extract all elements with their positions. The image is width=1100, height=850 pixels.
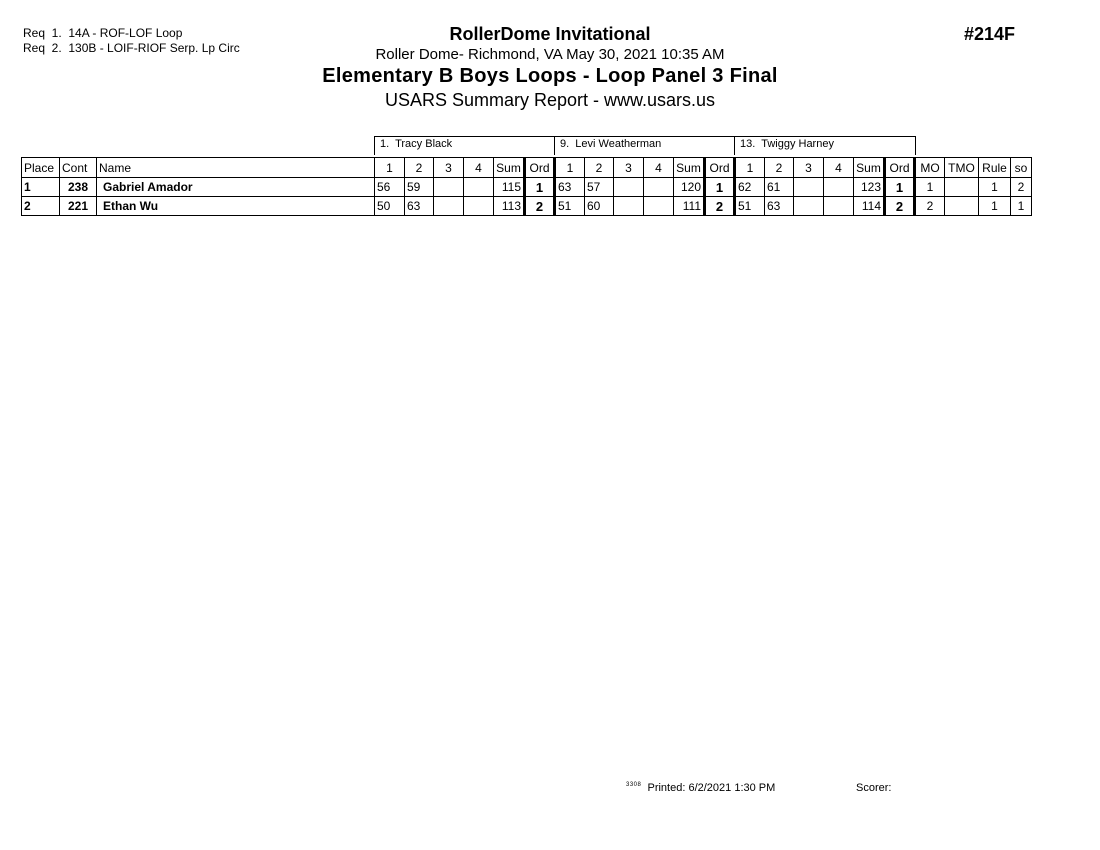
scorer-label: Scorer: — [856, 782, 892, 794]
col-j3-score-2: 2 — [765, 158, 794, 178]
place-cell: 2 — [22, 197, 60, 216]
score-cell — [824, 197, 854, 216]
judge-2-name: 9. Levi Weatherman — [554, 136, 735, 155]
score-cell: 57 — [585, 178, 614, 197]
score-cell — [434, 197, 464, 216]
ord-cell: 1 — [705, 178, 735, 197]
score-cell: 51 — [735, 197, 765, 216]
header-row — [22, 158, 1032, 178]
printed-info — [626, 782, 775, 794]
col-name: Name — [97, 158, 375, 178]
ord-cell: 1 — [885, 178, 915, 197]
score-cell — [434, 178, 464, 197]
table-row — [22, 178, 1032, 197]
judge-3-name: 13. Twiggy Harney — [734, 136, 916, 155]
score-cell — [644, 178, 674, 197]
rule-cell: 1 — [979, 197, 1011, 216]
col-j1-score-4: 4 — [464, 158, 494, 178]
ord-cell: 2 — [885, 197, 915, 216]
col-j2-score-1: 1 — [555, 158, 585, 178]
col-j3-score-4: 4 — [824, 158, 854, 178]
printed-date: Printed: 6/2/2021 1:30 PM — [647, 782, 776, 794]
rule-cell: 1 — [979, 178, 1011, 197]
sum-cell: 111 — [674, 197, 705, 216]
score-cell: 63 — [555, 178, 585, 197]
sum-cell: 115 — [494, 178, 525, 197]
col-rule: Rule — [979, 158, 1011, 178]
results-table — [21, 157, 1032, 216]
judge-1-name: 1. Tracy Black — [374, 136, 555, 155]
col-cont: Cont — [60, 158, 97, 178]
score-cell: 63 — [405, 197, 434, 216]
col-j1-ord: Ord — [525, 158, 555, 178]
place-cell: 1 — [22, 178, 60, 197]
score-cell: 51 — [555, 197, 585, 216]
requirement-2: Req 2. 130B - LOIF-RIOF Serp. Lp Circ — [23, 41, 240, 55]
cont-cell: 221 — [60, 197, 97, 216]
skater-name: Gabriel Amador — [97, 178, 375, 197]
so-cell: 2 — [1011, 178, 1032, 197]
col-j2-ord: Ord — [705, 158, 735, 178]
col-j2-sum: Sum — [674, 158, 705, 178]
col-tmo: TMO — [945, 158, 979, 178]
col-j1-sum: Sum — [494, 158, 525, 178]
cont-cell: 238 — [60, 178, 97, 197]
col-j3-score-1: 1 — [735, 158, 765, 178]
score-cell — [644, 197, 674, 216]
col-j2-score-2: 2 — [585, 158, 614, 178]
tmo-cell — [945, 178, 979, 197]
score-cell: 62 — [735, 178, 765, 197]
location-date: Roller Dome- Richmond, VA May 30, 2021 10:35 AM — [375, 46, 725, 63]
report-title: USARS Summary Report - www.usars.us — [384, 90, 716, 110]
event-number: #214F — [964, 24, 1016, 44]
score-cell: 59 — [405, 178, 434, 197]
col-mo: MO — [915, 158, 945, 178]
sum-cell: 114 — [854, 197, 885, 216]
event-title: Elementary B Boys Loops - Loop Panel 3 Final — [322, 65, 778, 87]
col-j3-sum: Sum — [854, 158, 885, 178]
ord-cell: 2 — [705, 197, 735, 216]
sum-cell: 120 — [674, 178, 705, 197]
tmo-cell — [945, 197, 979, 216]
ord-cell: 1 — [525, 178, 555, 197]
score-cell — [464, 197, 494, 216]
col-so: so — [1011, 158, 1032, 178]
report-code: 3308 — [626, 782, 642, 788]
score-cell — [614, 197, 644, 216]
table-row — [22, 197, 1032, 216]
col-place: Place — [22, 158, 60, 178]
score-cell: 50 — [375, 197, 405, 216]
col-j1-score-1: 1 — [375, 158, 405, 178]
skater-name: Ethan Wu — [97, 197, 375, 216]
requirement-1: Req 1. 14A - ROF-LOF Loop — [23, 26, 183, 40]
col-j3-score-3: 3 — [794, 158, 824, 178]
competition-title: RollerDome Invitational — [449, 24, 651, 44]
col-j3-ord: Ord — [885, 158, 915, 178]
score-cell — [464, 178, 494, 197]
score-cell: 56 — [375, 178, 405, 197]
score-cell — [824, 178, 854, 197]
score-cell — [614, 178, 644, 197]
mo-cell: 1 — [915, 178, 945, 197]
sum-cell: 113 — [494, 197, 525, 216]
col-j1-score-3: 3 — [434, 158, 464, 178]
col-j2-score-4: 4 — [644, 158, 674, 178]
score-cell: 60 — [585, 197, 614, 216]
score-cell — [794, 178, 824, 197]
mo-cell: 2 — [915, 197, 945, 216]
col-j2-score-3: 3 — [614, 158, 644, 178]
col-j1-score-2: 2 — [405, 158, 434, 178]
score-cell: 61 — [765, 178, 794, 197]
so-cell: 1 — [1011, 197, 1032, 216]
sum-cell: 123 — [854, 178, 885, 197]
ord-cell: 2 — [525, 197, 555, 216]
score-cell: 63 — [765, 197, 794, 216]
score-cell — [794, 197, 824, 216]
